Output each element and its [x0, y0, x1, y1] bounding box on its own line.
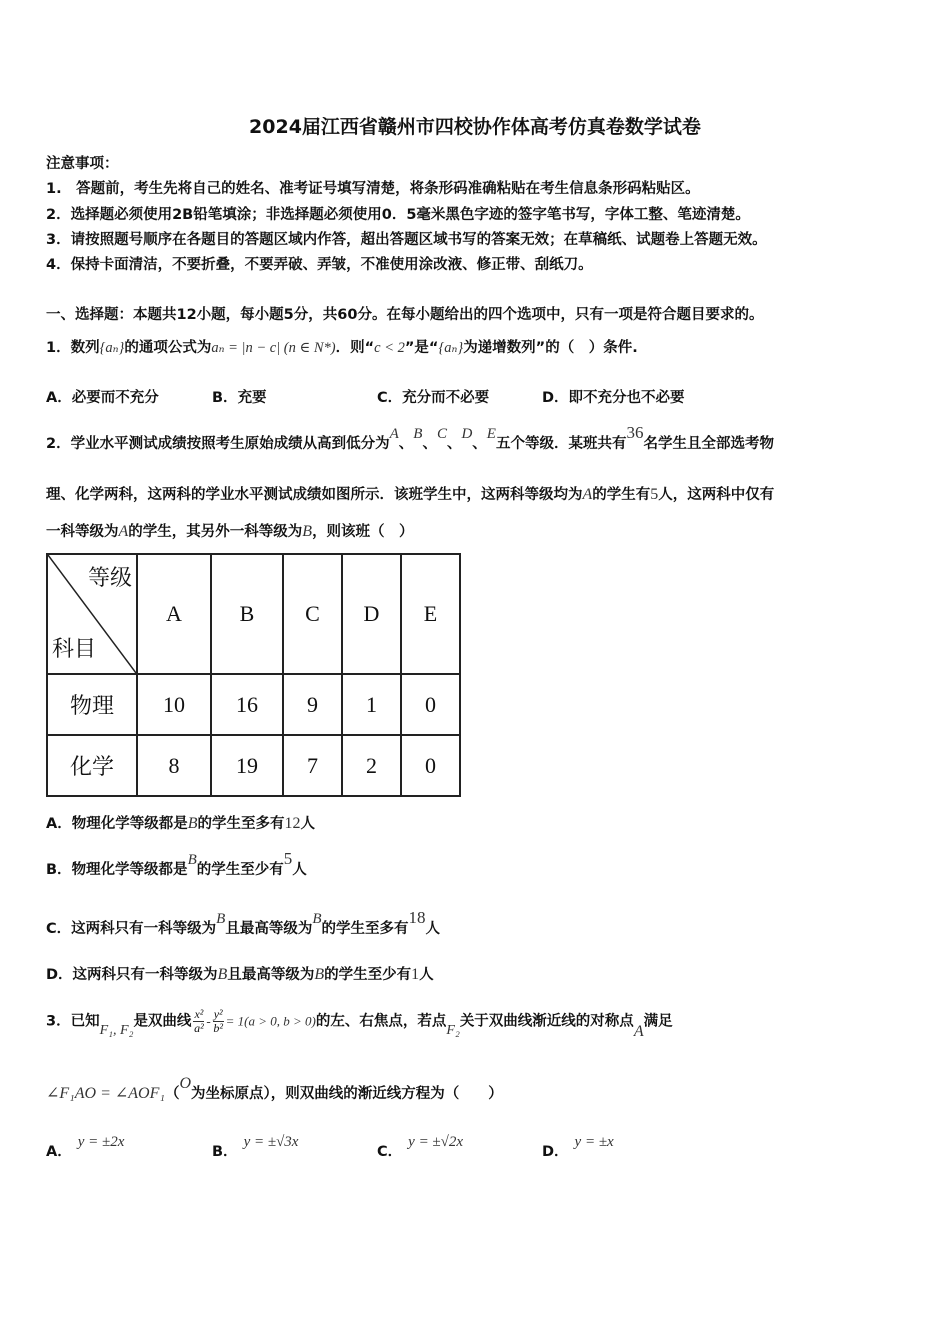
q1-sequence: {aₙ}	[99, 340, 125, 356]
q2-var: 5	[650, 486, 659, 503]
q2-text: 的学生有	[592, 487, 651, 503]
grade-header: E	[401, 554, 460, 674]
subject-cell: 物理	[47, 674, 137, 735]
option-text: 的学生至多有	[197, 816, 285, 832]
q2-text: 2．学业水平测试成绩按照考生原始成绩从高到低分为	[46, 436, 390, 452]
table-cell: 10	[137, 674, 211, 735]
q2-sep: 、	[472, 436, 487, 452]
q2-text: 的学生，其另外一科等级为	[128, 524, 303, 540]
q3-angle: ∠F₁AO = ∠AOF₁	[46, 1085, 165, 1102]
question-3-line-1	[46, 1007, 673, 1040]
fraction-den: b²	[213, 1021, 223, 1035]
page-title: 2024届江西省赣州市四校协作体高考仿真卷数学试卷	[249, 116, 701, 138]
grade-d: D	[461, 426, 473, 442]
option-text: 人	[300, 816, 316, 832]
option-var: B	[312, 911, 322, 927]
grade-header: A	[137, 554, 211, 674]
option-expr: y = ±2x	[77, 1134, 125, 1150]
table-cell: 2	[342, 735, 401, 796]
grade-c: C	[436, 426, 447, 442]
option-text: 物理化学等级都是	[71, 816, 188, 832]
option-label: B．	[212, 1144, 238, 1160]
q2-option-b	[46, 849, 307, 879]
table-cell: 9	[283, 674, 342, 735]
option-text: 且最高等级为	[227, 967, 315, 983]
option-label: A．	[46, 390, 72, 406]
q2-text: 理、化学两科，这两科的学业水平测试成绩如图所示．该班学生中，这两科等级均为	[46, 487, 583, 503]
option-label: C．	[377, 390, 403, 406]
notice-item: 2．选择题必须使用2B铅笔填涂；非选择题必须使用0．5毫米黑色字迹的签字笔书写，字体工整、笔迹清楚。	[46, 207, 750, 223]
table-cell: 16	[211, 674, 283, 735]
question-3-line-2	[46, 1075, 503, 1103]
question-2-line-1	[46, 423, 774, 453]
q1-text: 为递增数列”的（ ）条件.	[463, 340, 638, 356]
table-row	[47, 735, 460, 796]
grade-header: B	[211, 554, 283, 674]
option-text: 人	[425, 921, 440, 937]
option-var: 5	[283, 849, 293, 868]
q3-point-a: A	[633, 1022, 644, 1040]
q2-text: 人，这两科中仅有	[658, 487, 775, 503]
notice-item: 4．保持卡面清洁，不要折叠，不要弄破、弄皱，不准使用涂改液、修正带、刮纸刀。	[46, 257, 593, 273]
q2-sep: 、	[446, 436, 462, 452]
q3-text: 为坐标原点），则双曲线的渐近线方程为（ ）	[191, 1086, 503, 1102]
option-label: A．	[46, 1144, 72, 1160]
option-var: 12	[284, 815, 301, 832]
option-text: 且最高等级为	[225, 921, 313, 937]
fraction-x	[193, 1008, 204, 1035]
q3-option-a	[46, 1134, 125, 1161]
option-text: 的学生至多有	[321, 921, 409, 937]
fraction-den: a²	[194, 1021, 204, 1035]
section-heading: 一、选择题：本题共12小题，每小题5分，共60分。在每小题给出的四个选项中，只有一项是符合题目要求的。	[46, 307, 764, 323]
q2-var: A	[582, 486, 593, 503]
option-label: D．	[542, 390, 569, 406]
q3-option-c	[377, 1134, 464, 1161]
option-text: 物理化学等级都是	[71, 862, 188, 878]
option-expr: y = ±x	[574, 1134, 614, 1150]
q2-option-a	[46, 812, 315, 833]
grade-table	[46, 553, 461, 797]
equation-rest: = 1(a > 0, b > 0)	[225, 1013, 316, 1029]
notice-item: 1. 答题前，考生先将自己的姓名、准考证号填写清楚，将条形码准确粘贴在考生信息条形码粘贴区。	[46, 181, 700, 197]
q3-text: （	[164, 1086, 180, 1102]
fraction-y	[213, 1008, 224, 1035]
notice-heading: 注意事项：	[46, 156, 119, 172]
option-expr: y = ±√2x	[408, 1134, 464, 1150]
option-label: C．	[377, 1144, 403, 1160]
q2-option-c	[46, 908, 440, 938]
q3-foci: F₁, F₂	[99, 1022, 134, 1038]
grade-header: C	[283, 554, 342, 674]
table-corner-cell	[47, 554, 137, 674]
option-var: B	[314, 966, 325, 983]
q1-text: 1．数列	[46, 340, 100, 356]
option-var: B	[187, 815, 198, 832]
option-var: B	[187, 852, 197, 868]
option-text: 充分而不必要	[402, 390, 490, 406]
q3-origin: O	[179, 1075, 191, 1092]
option-var: 1	[411, 966, 420, 983]
q2-option-d	[46, 963, 434, 984]
question-1	[46, 336, 638, 357]
q2-text: ，则该班（ ）	[312, 524, 414, 540]
fraction-num: x²	[194, 1007, 204, 1021]
q2-text: 一科等级为	[46, 524, 119, 540]
option-expr: y = ±√3x	[243, 1134, 299, 1150]
corner-subject-label: 科目	[52, 637, 97, 662]
question-2-line-2	[46, 483, 774, 504]
option-text: 这两科只有一科等级为	[71, 921, 217, 937]
subject-cell: 化学	[47, 735, 137, 796]
option-text: 必要而不充分	[71, 390, 159, 406]
option-label: B．	[46, 862, 72, 878]
grade-header: D	[342, 554, 401, 674]
q1-option-a	[46, 386, 159, 407]
grade-e: E	[486, 426, 496, 442]
grade-b: B	[413, 426, 423, 442]
q3-option-d	[542, 1134, 614, 1161]
table-cell: 19	[211, 735, 283, 796]
q3-option-b	[212, 1134, 299, 1161]
q2-var: A	[118, 523, 129, 540]
option-label: D．	[46, 967, 73, 983]
table-cell: 1	[342, 674, 401, 735]
option-text: 即不充分也不必要	[568, 390, 685, 406]
option-var: 18	[408, 908, 426, 927]
q1-sequence: {aₙ}	[438, 340, 464, 356]
q1-text: 的通项公式为	[124, 340, 212, 356]
option-text: 人	[292, 862, 307, 878]
corner-grade-label: 等级	[87, 566, 132, 591]
q1-option-d	[542, 386, 685, 407]
q2-text: 五个等级．某班共有	[495, 436, 627, 452]
option-var: B	[217, 966, 228, 983]
option-label: C．	[46, 921, 72, 937]
option-label: A．	[46, 816, 72, 832]
option-text: 人	[419, 967, 434, 983]
fraction-num: y²	[213, 1007, 223, 1021]
option-label: B．	[212, 390, 238, 406]
option-text: 这两科只有一科等级为	[72, 967, 218, 983]
table-cell: 0	[401, 674, 460, 735]
q1-text: ”是“	[404, 340, 439, 356]
q1-formula: aₙ = |n − c| (n ∈ N*)	[211, 340, 336, 356]
option-var: B	[216, 911, 226, 927]
q1-condition: c < 2	[374, 340, 405, 356]
minus-sign: -	[206, 1013, 211, 1029]
table-cell: 7	[283, 735, 342, 796]
q3-text: 满足	[643, 1013, 673, 1030]
q2-text: 名学生且全部选考物	[643, 436, 774, 452]
option-text: 的学生至少有	[196, 862, 284, 878]
q1-option-c	[377, 386, 489, 407]
q2-count: 36	[626, 423, 644, 442]
q3-text: 3．已知	[46, 1013, 100, 1030]
q3-text: 的左、右焦点，若点	[315, 1013, 447, 1030]
q3-f2: F₂	[446, 1022, 460, 1038]
table-cell: 8	[137, 735, 211, 796]
table-cell: 0	[401, 735, 460, 796]
q3-text: 关于双曲线渐近线的对称点	[459, 1013, 634, 1030]
option-text: 充要	[237, 390, 267, 406]
option-label: D．	[542, 1144, 569, 1160]
notice-item: 3．请按照题号顺序在各题目的答题区域内作答，超出答题区域书写的答案无效；在草稿纸、试题卷上答题无效。	[46, 232, 767, 248]
grade-a: A	[389, 426, 399, 442]
q1-option-b	[212, 386, 267, 407]
q3-text: 是双曲线	[133, 1013, 192, 1030]
question-2-line-3	[46, 520, 414, 541]
q2-sep: 、	[398, 436, 414, 452]
q2-sep: 、	[422, 436, 437, 452]
q2-var: B	[302, 523, 313, 540]
table-row	[47, 674, 460, 735]
q1-text: ．则“	[335, 340, 375, 356]
option-text: 的学生至少有	[324, 967, 412, 983]
